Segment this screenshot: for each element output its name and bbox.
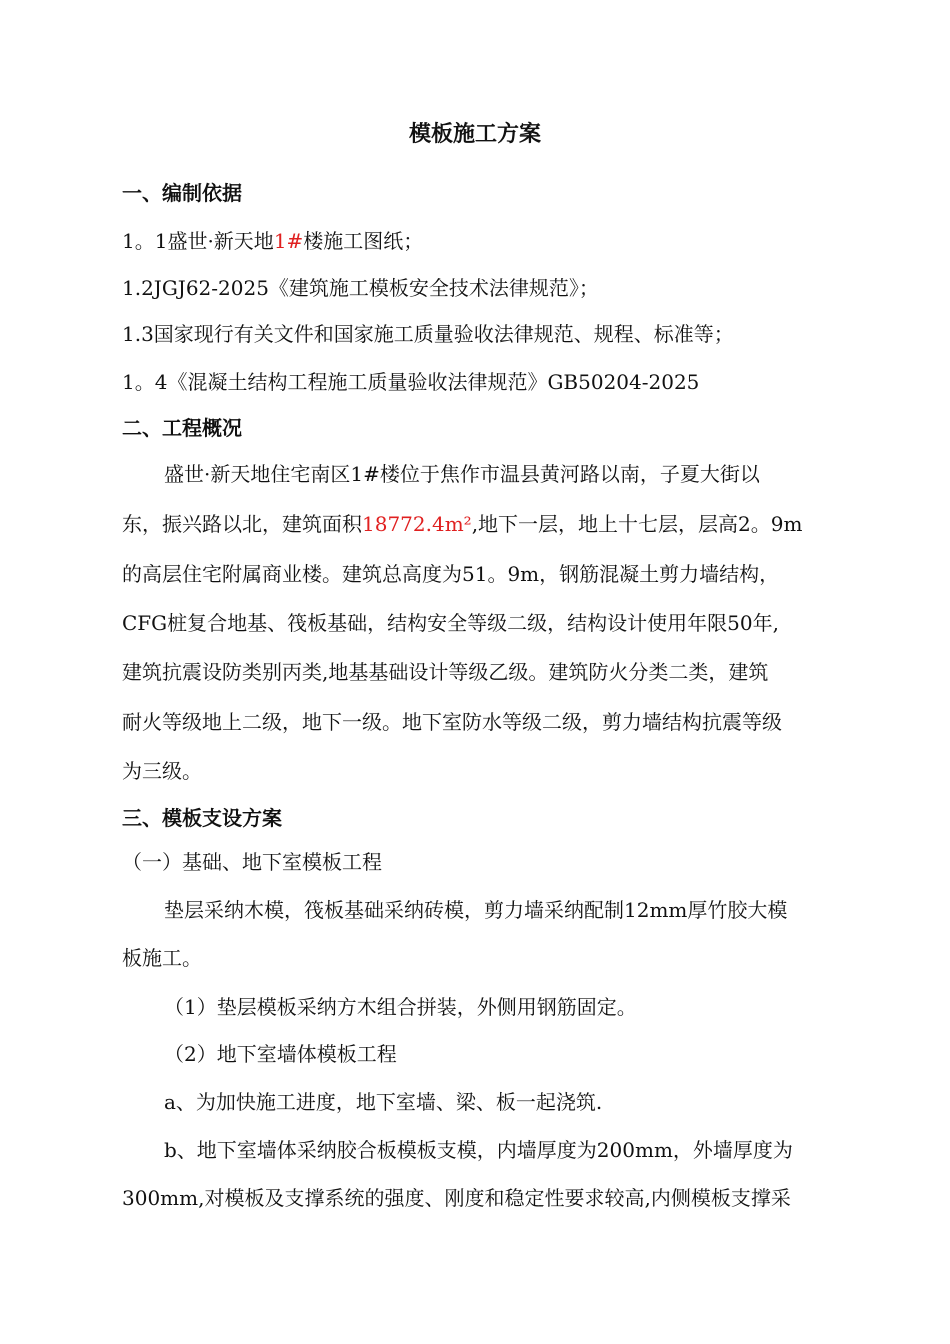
basis-item-1 — [122, 229, 882, 253]
overview-line-2 — [122, 512, 882, 536]
basis-item-2: 1.2JGJ62-2025《建筑施工模板安全技术法律规范》； — [122, 276, 599, 300]
overview-line-2-pre: 东，振兴路以北，建筑面积 — [122, 512, 362, 536]
formwork-para-line-1: 垫层采纳木模，筏板基础采纳砖模，剪力墙采纳配制12mm厚竹胶大模 — [164, 898, 788, 922]
overview-line-5: 建筑抗震设防类别丙类,地基基础设计等级乙级。建筑防火分类二类，建筑 — [122, 660, 769, 684]
doc-title: 模板施工方案 — [408, 122, 541, 147]
overview-line-1: 盛世·新天地住宅南区1#楼位于焦作市温县黄河路以南，子夏大街以 — [164, 462, 760, 486]
basis-item-1-post: 楼施工图纸； — [303, 229, 424, 253]
building-number-highlight: 1# — [273, 229, 304, 253]
area-highlight: 18772.4m² — [362, 512, 472, 536]
formwork-para-line-2: 板施工。 — [122, 946, 202, 970]
overview-line-4: CFG桩复合地基、筏板基础，结构安全等级二级，结构设计使用年限50年, — [122, 611, 779, 635]
overview-line-7: 为三级。 — [122, 759, 202, 783]
formwork-item-b-line-2: 300mm,对模板及支撑系统的强度、刚度和稳定性要求较高,内侧模板支撑采 — [122, 1186, 791, 1210]
overview-line-3: 的高层住宅附属商业楼。建筑总高度为51。9m，钢筋混凝土剪力墙结构， — [122, 562, 780, 586]
basis-item-3: 1.3国家现行有关文件和国家施工质量验收法律规范、规程、标准等； — [122, 322, 734, 346]
formwork-item-b-line-1: b、地下室墙体采纳胶合板模板支模，内墙厚度为200mm，外墙厚度为 — [164, 1138, 793, 1162]
overview-line-2-post: ,地下一层，地上十七层，层高2。9m — [471, 512, 803, 536]
section1-heading: 一、编制依据 — [122, 181, 242, 205]
formwork-item-a: a、为加快施工进度，地下室墙、梁、板一起浇筑. — [164, 1090, 603, 1114]
formwork-item-2: （2）地下室墙体模板工程 — [164, 1042, 397, 1066]
basis-item-1-pre: 1。1盛世·新天地 — [122, 229, 274, 253]
basis-item-4: 1。4《混凝土结构工程施工质量验收法律规范》GB50204-2025 — [122, 370, 700, 394]
section2-heading: 二、工程概况 — [122, 416, 242, 440]
overview-line-6: 耐火等级地上二级，地下一级。地下室防水等级二级，剪力墙结构抗震等级 — [122, 710, 782, 734]
section3-heading: 三、模板支设方案 — [122, 806, 282, 830]
subsection1-heading: （一）基础、地下室模板工程 — [122, 850, 382, 874]
formwork-item-1: （1）垫层模板采纳方木组合拼装，外侧用钢筋固定。 — [164, 995, 637, 1019]
